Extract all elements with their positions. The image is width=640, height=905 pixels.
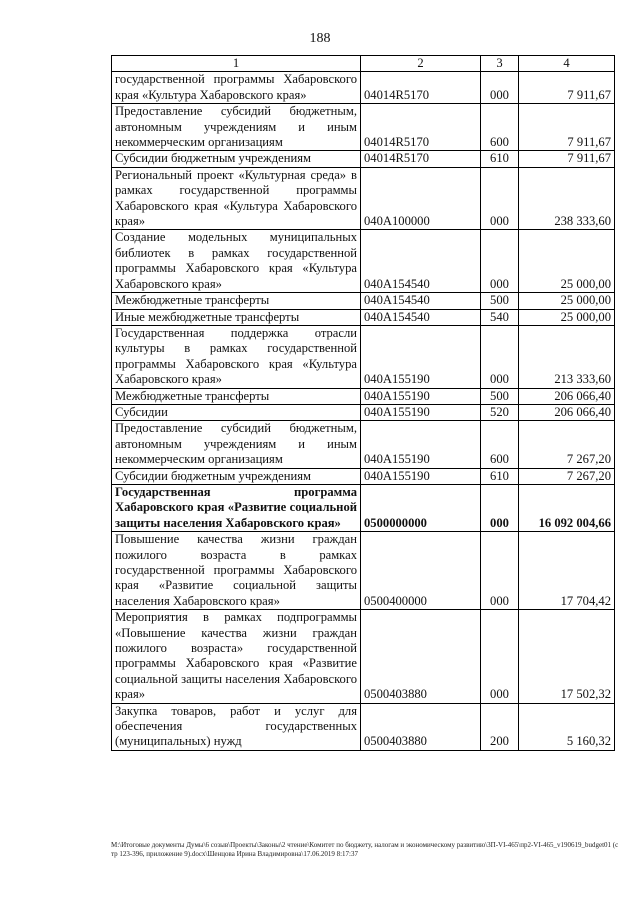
row-amount: 7 911,67 bbox=[519, 104, 615, 151]
row-expense-type: 000 bbox=[481, 72, 519, 104]
table-row bbox=[112, 293, 615, 309]
row-name: Предоставление субсидий бюджетным, автономным учреждениям и иным некоммерческим организациям bbox=[112, 104, 361, 151]
row-expense-type: 000 bbox=[481, 610, 519, 703]
row-expense-type: 600 bbox=[481, 421, 519, 468]
table-row bbox=[112, 703, 615, 750]
row-expense-type: 200 bbox=[481, 703, 519, 750]
row-name: Иные межбюджетные трансферты bbox=[112, 309, 361, 325]
table-row bbox=[112, 325, 615, 388]
table-row bbox=[112, 532, 615, 610]
table-row bbox=[112, 230, 615, 293]
row-target-code: 0500403880 bbox=[361, 703, 481, 750]
row-amount: 16 092 004,66 bbox=[519, 484, 615, 531]
row-expense-type: 540 bbox=[481, 309, 519, 325]
row-expense-type: 000 bbox=[481, 325, 519, 388]
row-amount: 238 333,60 bbox=[519, 167, 615, 230]
header-col-3: 3 bbox=[481, 56, 519, 72]
footer-file-path: M:\Итоговые документы Думы\6 созыв\Проекты\Законы\2 чтение\Комитет по бюджету, налогам и экономическому развитию\3П-VI-465\пр2-VI-465_v190619_budget01 (стр 123-396, приложение 9).docx\Шенцова Ирина Владимировна\17.06.2019 8:17:37 bbox=[111, 841, 619, 858]
row-name: Предоставление субсидий бюджетным, автономным учреждениям и иным некоммерческим организациям bbox=[112, 421, 361, 468]
row-target-code: 040A100000 bbox=[361, 167, 481, 230]
row-target-code: 040A154540 bbox=[361, 293, 481, 309]
row-target-code: 040A154540 bbox=[361, 309, 481, 325]
row-amount: 17 704,42 bbox=[519, 532, 615, 610]
row-amount: 25 000,00 bbox=[519, 309, 615, 325]
row-expense-type: 000 bbox=[481, 532, 519, 610]
table-row bbox=[112, 484, 615, 531]
row-expense-type: 500 bbox=[481, 388, 519, 404]
row-target-code: 040A155190 bbox=[361, 404, 481, 420]
row-name: Субсидии бюджетным учреждениям bbox=[112, 151, 361, 167]
row-amount: 206 066,40 bbox=[519, 388, 615, 404]
row-target-code: 04014R5170 bbox=[361, 151, 481, 167]
table-row bbox=[112, 404, 615, 420]
table-row bbox=[112, 309, 615, 325]
row-name: Государственная программа Хабаровского края «Развитие социальной защиты населения Хабаровского края» bbox=[112, 484, 361, 531]
row-name: Повышение качества жизни граждан пожилого возраста в рамках государственной программы Хабаровского края «Развитие социальной защиты населения Хабаровского края» bbox=[112, 532, 361, 610]
table-row bbox=[112, 151, 615, 167]
row-name: Межбюджетные трансферты bbox=[112, 388, 361, 404]
row-name: Субсидии bbox=[112, 404, 361, 420]
row-amount: 206 066,40 bbox=[519, 404, 615, 420]
table-row bbox=[112, 167, 615, 230]
row-expense-type: 500 bbox=[481, 293, 519, 309]
table-row bbox=[112, 421, 615, 468]
row-target-code: 040A155190 bbox=[361, 388, 481, 404]
header-col-4: 4 bbox=[519, 56, 615, 72]
table-row bbox=[112, 468, 615, 484]
row-amount: 7 267,20 bbox=[519, 468, 615, 484]
row-expense-type: 600 bbox=[481, 104, 519, 151]
row-target-code: 040A155190 bbox=[361, 325, 481, 388]
row-amount: 5 160,32 bbox=[519, 703, 615, 750]
row-name: Создание модельных муниципальных библиотек в рамках государственной программы Хабаровского края «Культура Хабаровского края» bbox=[112, 230, 361, 293]
row-expense-type: 610 bbox=[481, 151, 519, 167]
table-row bbox=[112, 72, 615, 104]
table-row bbox=[112, 104, 615, 151]
row-amount: 7 267,20 bbox=[519, 421, 615, 468]
row-expense-type: 000 bbox=[481, 484, 519, 531]
header-col-2: 2 bbox=[361, 56, 481, 72]
table-row bbox=[112, 610, 615, 703]
row-target-code: 0500400000 bbox=[361, 532, 481, 610]
row-target-code: 04014R5170 bbox=[361, 72, 481, 104]
row-amount: 25 000,00 bbox=[519, 230, 615, 293]
row-expense-type: 000 bbox=[481, 230, 519, 293]
row-target-code: 04014R5170 bbox=[361, 104, 481, 151]
row-name: Закупка товаров, работ и услуг для обеспечения государственных (муниципальных) нужд bbox=[112, 703, 361, 750]
budget-table bbox=[111, 55, 615, 751]
header-col-1: 1 bbox=[112, 56, 361, 72]
row-expense-type: 610 bbox=[481, 468, 519, 484]
row-amount: 7 911,67 bbox=[519, 72, 615, 104]
row-target-code: 040A154540 bbox=[361, 230, 481, 293]
row-target-code: 0500000000 bbox=[361, 484, 481, 531]
table-header-row bbox=[112, 56, 615, 72]
page-number: 188 bbox=[309, 31, 331, 46]
table-row bbox=[112, 388, 615, 404]
row-target-code: 0500403880 bbox=[361, 610, 481, 703]
row-amount: 7 911,67 bbox=[519, 151, 615, 167]
row-name: Межбюджетные трансферты bbox=[112, 293, 361, 309]
row-amount: 213 333,60 bbox=[519, 325, 615, 388]
row-target-code: 040A155190 bbox=[361, 421, 481, 468]
row-amount: 25 000,00 bbox=[519, 293, 615, 309]
table-body bbox=[112, 72, 615, 750]
row-target-code: 040A155190 bbox=[361, 468, 481, 484]
row-name: Государственная поддержка отрасли культуры в рамках государственной программы Хабаровского края «Культура Хабаровского края» bbox=[112, 325, 361, 388]
row-expense-type: 000 bbox=[481, 167, 519, 230]
row-name: Субсидии бюджетным учреждениям bbox=[112, 468, 361, 484]
row-expense-type: 520 bbox=[481, 404, 519, 420]
row-name: Региональный проект «Культурная среда» в рамках государственной программы Хабаровского края «Культура Хабаровского края» bbox=[112, 167, 361, 230]
row-name: Мероприятия в рамках подпрограммы «Повышение качества жизни граждан пожилого возраста» государственной программы Хабаровского края «Развитие социальной защиты населения Хабаровского края» bbox=[112, 610, 361, 703]
row-amount: 17 502,32 bbox=[519, 610, 615, 703]
row-name: государственной программы Хабаровского края «Культура Хабаровского края» bbox=[112, 72, 361, 104]
